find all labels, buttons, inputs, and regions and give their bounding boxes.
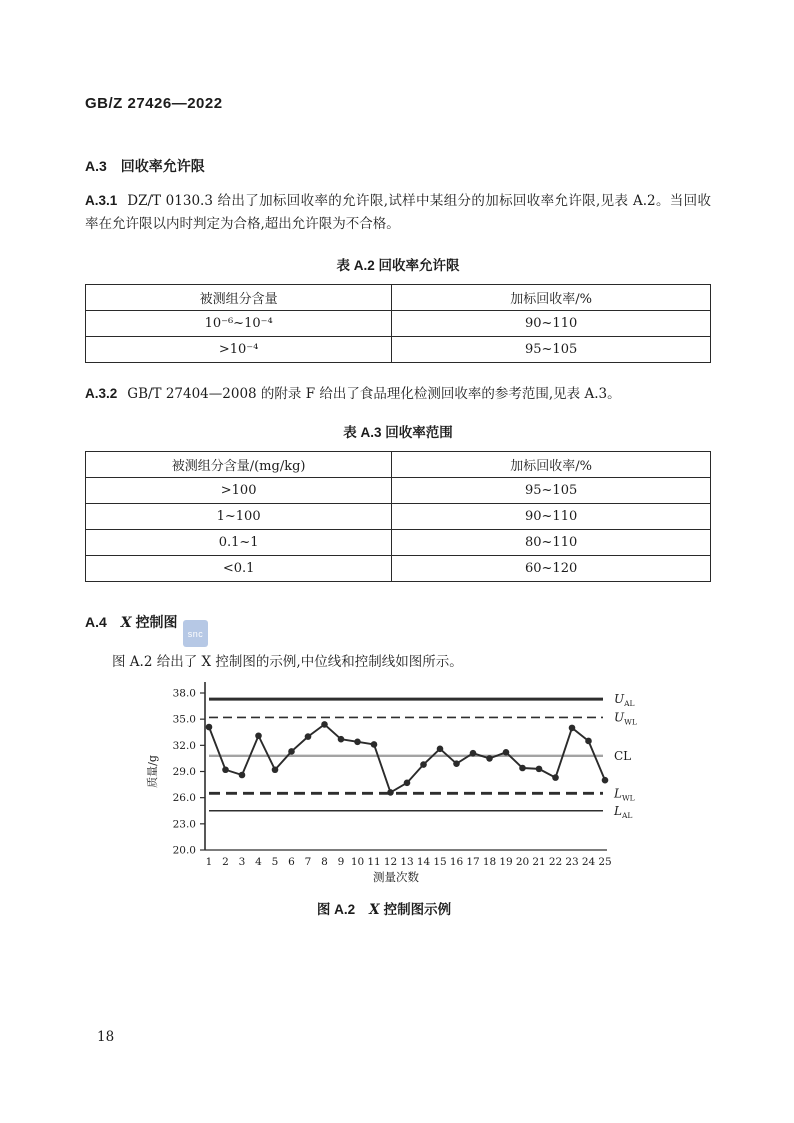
chart-axes (145, 682, 612, 884)
x-variable: X (369, 902, 380, 919)
paragraph-a32-text: GB/T 27404—2008 的附录 F 给出了食品理化检测回收率的参考范围,见表 A.3。 (127, 386, 621, 403)
table-row (86, 530, 711, 556)
table-a3-cell: >100 (86, 478, 392, 504)
page-number: 18 (97, 1029, 115, 1045)
figure-caption-title: 控制图示例 (383, 902, 452, 918)
x-tick-label: 5 (271, 856, 279, 869)
control-line-label-LWL: $L_{WL}$ (614, 786, 635, 803)
table-a3-cell: 0.1~1 (86, 530, 392, 556)
data-point (503, 749, 510, 756)
y-tick-label: 29.0 (172, 766, 196, 779)
x-variable: X (120, 615, 132, 632)
paragraph-a32-number: A.3.2 (85, 386, 118, 402)
table-a3-header-row (86, 452, 711, 478)
table-row (86, 556, 711, 582)
data-point (536, 766, 543, 773)
data-point (470, 750, 477, 757)
x-tick-label: 21 (532, 856, 546, 869)
x-tick-label: 25 (598, 856, 612, 869)
x-tick-label: 3 (238, 856, 246, 869)
table-row (86, 337, 711, 363)
y-tick-label: 32.0 (172, 739, 196, 752)
data-point (387, 789, 394, 796)
control-line-label-LAL: $L_{AL}$ (614, 803, 633, 820)
section-a4-number: A.4 (85, 614, 107, 631)
x-variable: X (201, 654, 212, 671)
document-number: GB/Z 27426—2022 (85, 95, 223, 112)
data-point (519, 765, 526, 772)
data-point (239, 772, 246, 779)
y-axis-title: 质量/g (146, 755, 159, 788)
table-a3-caption: 表 A.3 回收率范围 (343, 425, 453, 441)
data-point (354, 739, 361, 746)
figure-a2-caption (85, 898, 683, 918)
data-point (404, 780, 411, 787)
data-point (288, 748, 295, 755)
paragraph-figure-intro (85, 650, 711, 670)
data-point (420, 761, 427, 768)
section-a4-title: 控制图 (135, 614, 178, 631)
y-tick-label: 35.0 (172, 713, 196, 726)
data-point (602, 777, 609, 784)
y-tick-label: 23.0 (172, 818, 196, 831)
x-tick-label: 11 (367, 856, 381, 869)
figure-a2 (143, 678, 683, 918)
table-a2-header-recovery: 加标回收率/% (392, 285, 711, 311)
table-a2 (85, 284, 711, 363)
paragraph-a31 (85, 190, 711, 235)
x-tick-label: 20 (515, 856, 530, 869)
data-point (585, 738, 592, 745)
table-a2-cell: >10⁻⁴ (86, 337, 392, 363)
y-tick-label: 38.0 (172, 687, 196, 700)
data-point (255, 732, 262, 739)
table-a3-header-component: 被测组分含量/(mg/kg) (86, 452, 392, 478)
chart-series (206, 721, 609, 796)
table-a3-cell: 60~120 (392, 556, 711, 582)
data-point (272, 766, 279, 773)
section-a3-number: A.3 (85, 158, 107, 174)
table-a2-header-row (86, 285, 711, 311)
y-tick-label: 20.0 (172, 844, 196, 857)
section-a4-heading (85, 612, 711, 632)
x-tick-label: 19 (499, 856, 513, 869)
x-axis-title: 测量次数 (373, 870, 419, 885)
table-a3-cell: 90~110 (392, 504, 711, 530)
table-a3-cell: <0.1 (86, 556, 392, 582)
table-row (86, 478, 711, 504)
x-tick-label: 10 (350, 856, 365, 869)
data-point (569, 725, 576, 732)
table-row (86, 504, 711, 530)
x-tick-label: 13 (400, 856, 414, 869)
x-tick-label: 2 (222, 856, 229, 869)
paragraph-a32 (85, 383, 711, 406)
y-tick-label: 26.0 (172, 792, 196, 805)
table-a2-cell: 90~110 (392, 311, 711, 337)
table-a3 (85, 451, 711, 582)
table-a2-cell: 10⁻⁶~10⁻⁴ (86, 311, 392, 337)
table-row (86, 311, 711, 337)
x-tick-label: 23 (565, 856, 579, 869)
x-tick-label: 17 (466, 856, 480, 869)
data-point (338, 736, 345, 743)
x-tick-label: 24 (581, 856, 596, 869)
data-point (321, 721, 328, 728)
watermark-stamp: snc (183, 620, 208, 647)
figure-caption-number: 图 A.2 (316, 902, 356, 918)
section-a3-title: 回收率允许限 (120, 158, 205, 174)
x-tick-label: 16 (449, 856, 464, 869)
data-point (437, 746, 444, 753)
page-content (85, 95, 711, 918)
x-tick-label: 9 (337, 856, 345, 869)
control-line-label-UAL: $U_{AL}$ (614, 692, 635, 709)
data-point (453, 760, 460, 767)
x-tick-label: 7 (304, 856, 312, 869)
data-point (305, 733, 312, 740)
x-tick-label: 18 (482, 856, 497, 869)
table-a3-header-recovery: 加标回收率/% (392, 452, 711, 478)
data-point (206, 724, 213, 731)
table-a2-cell: 95~105 (392, 337, 711, 363)
x-tick-label: 22 (548, 856, 563, 869)
paragraph-a31-number: A.3.1 (85, 193, 118, 208)
data-point (486, 755, 493, 762)
table-a3-cell: 1~100 (86, 504, 392, 530)
control-line-label-UWL: $U_{WL}$ (614, 710, 637, 727)
x-tick-label: 14 (416, 856, 431, 869)
data-point (371, 741, 378, 748)
x-tick-label: 15 (433, 856, 447, 869)
section-a3-heading (85, 156, 711, 176)
paragraph-a31-text: DZ/T 0130.3 给出了加标回收率的允许限,试样中某组分的加标回收率允许限,见表 A.2。当回收率在允许限以内时判定为合格,超出允许限为不合格。 (85, 193, 711, 232)
figure-intro-suffix: 控制图的示例,中位线和控制线如图所示。 (211, 654, 463, 671)
chart-control-lines (209, 692, 637, 820)
table-a3-cell: 95~105 (392, 478, 711, 504)
data-point (552, 774, 559, 781)
x-tick-label: 8 (321, 856, 328, 869)
figure-intro-prefix: 图 A.2 给出了 (112, 654, 202, 671)
table-a2-caption: 表 A.2 回收率允许限 (336, 258, 460, 274)
data-point (222, 766, 229, 773)
x-tick-label: 6 (288, 856, 295, 869)
x-tick-label: 1 (205, 856, 213, 869)
x-tick-label: 12 (383, 856, 398, 869)
table-a2-header-component: 被测组分含量 (86, 285, 392, 311)
control-line-label-CL: CL (614, 748, 632, 763)
x-tick-label: 4 (255, 856, 262, 869)
control-chart-svg (143, 678, 683, 890)
table-a3-cell: 80~110 (392, 530, 711, 556)
